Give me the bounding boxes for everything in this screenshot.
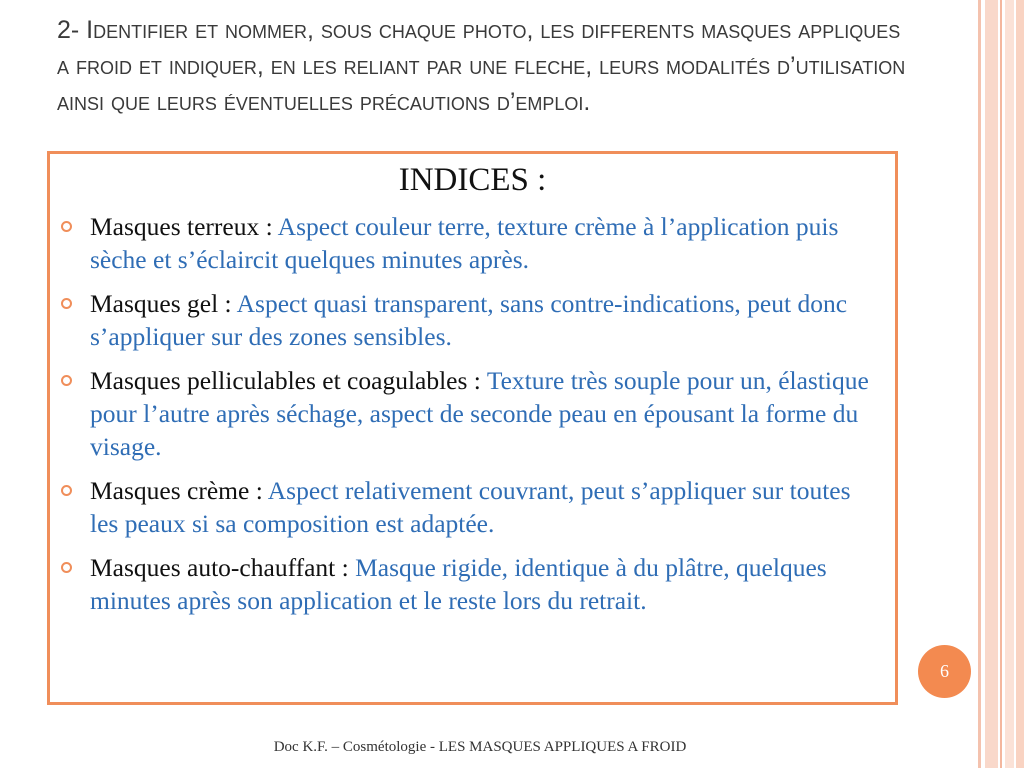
stripe [985,0,998,768]
list-item [50,551,895,617]
list-item [50,210,895,276]
slide-title: 2- Identifier et nommer, sous chaque photo, les differents masques appliques a froid et indiquer, en les reliant par une fleche, leurs modalités d’utilisation ainsi que leurs éventuelles précautions d’emploi. [57,16,906,116]
decorative-stripes [978,0,1024,768]
item-description: Masque rigide, identique à du plâtre, quelques minutes après son application et le reste lors du retrait. [90,553,827,615]
bullet-ring-icon [61,562,72,573]
slide-footer: Doc K.F. – Cosmétologie - LES MASQUES APPLIQUES A FROID [273,739,687,755]
bullet-ring-icon [61,298,72,309]
item-term: Masques auto-chauffant : [90,553,349,582]
item-description: Aspect relativement couvrant, peut s’appliquer sur toutes les peaux si sa composition est adaptée. [90,476,851,538]
item-term: Masques terreux : [90,212,273,241]
item-term: Masques crème : [90,476,263,505]
list-item [50,287,895,353]
stripe [978,0,981,768]
stripe [1000,0,1002,768]
stripe [1016,0,1024,768]
item-term: Masques gel : [90,289,232,318]
item-term: Masques pelliculables et coagulables : [90,366,481,395]
box-heading: INDICES : [398,162,547,198]
list-item [50,364,895,463]
item-description: Texture très souple pour un, élastique pour l’autre après séchage, aspect de seconde peau en épousant la forme du visage. [90,366,869,461]
item-description: Aspect quasi transparent, sans contre-indications, peut donc s’appliquer sur des zones sensibles. [90,289,848,351]
indices-list [50,210,895,628]
indices-box [47,151,898,705]
stripe [1005,0,1014,768]
page-number-badge: 6 [918,645,971,698]
item-description: Aspect couleur terre, texture crème à l’application puis sèche et s’éclaircit quelques minutes après. [90,212,839,274]
bullet-ring-icon [61,375,72,386]
bullet-ring-icon [61,221,72,232]
list-item [50,474,895,540]
bullet-ring-icon [61,485,72,496]
